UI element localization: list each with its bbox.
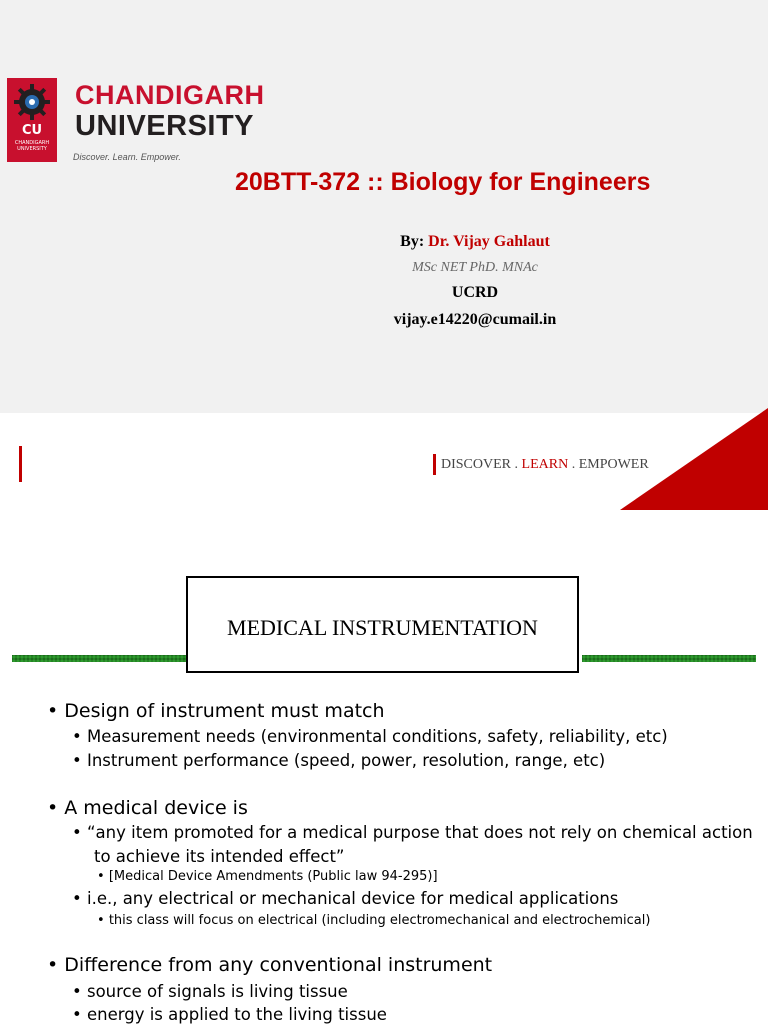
bullet-level1: • Difference from any conventional instrument — [47, 954, 493, 976]
divider-right — [582, 655, 756, 662]
bullet-level2: • source of signals is living tissue — [72, 982, 348, 1001]
logo-wordmark-line2: UNIVERSITY — [75, 110, 255, 142]
bullet-level3: • [Medical Device Amendments (Public law 94-295)] — [97, 869, 438, 884]
author-email: vijay.e14220@cumail.in — [393, 311, 557, 328]
divider-left — [12, 655, 188, 662]
bullet-level1: • Design of instrument must match — [47, 700, 385, 722]
bullet-continuation: to achieve its intended effect” — [94, 847, 345, 866]
bullet-level1: • A medical device is — [47, 797, 248, 819]
gear-emblem-icon — [12, 82, 52, 122]
logo-wordmark-line1: CHANDIGARH — [75, 80, 265, 110]
motto-accent-bar — [433, 454, 436, 475]
bullet-level2: • “any item promoted for a medical purpose that does not rely on chemical action — [72, 823, 753, 842]
by-label: By: — [400, 233, 425, 250]
author-line — [0, 233, 768, 251]
slide-title-box — [186, 576, 579, 673]
logo-badge-text: CU — [21, 123, 43, 138]
bullet-level3: • this class will focus on electrical (including electromechanical and electrochemical) — [97, 913, 651, 928]
author-department: UCRD — [451, 284, 499, 301]
motto-empower: . EMPOWER — [568, 457, 649, 472]
bullet-level2: • Instrument performance (speed, power, resolution, range, etc) — [72, 751, 606, 770]
slide-title: MEDICAL INSTRUMENTATION — [227, 615, 538, 640]
author-name: Dr. Vijay Gahlaut — [428, 233, 550, 250]
footer-accent-bar — [19, 446, 22, 482]
bullet-level2: • i.e., any electrical or mechanical device for medical applications — [72, 889, 619, 908]
bullet-level2: • energy is applied to the living tissue — [72, 1005, 387, 1024]
title-slide — [0, 0, 768, 510]
motto-discover: DISCOVER . — [441, 457, 522, 472]
university-logo — [7, 78, 265, 168]
course-title: 20BTT-372 :: Biology for Engineers — [235, 168, 651, 196]
motto-learn: LEARN — [521, 457, 569, 472]
logo-badge — [7, 78, 57, 162]
author-qualifications: MSc NET PhD. MNAc — [412, 260, 538, 275]
bullet-level2: • Measurement needs (environmental conditions, safety, reliability, etc) — [72, 727, 668, 746]
logo-tagline: Discover. Learn. Empower. — [73, 152, 181, 162]
logo-badge-subtext: CHANDIGARH UNIVERSITY — [14, 140, 50, 152]
motto-text — [441, 457, 649, 473]
